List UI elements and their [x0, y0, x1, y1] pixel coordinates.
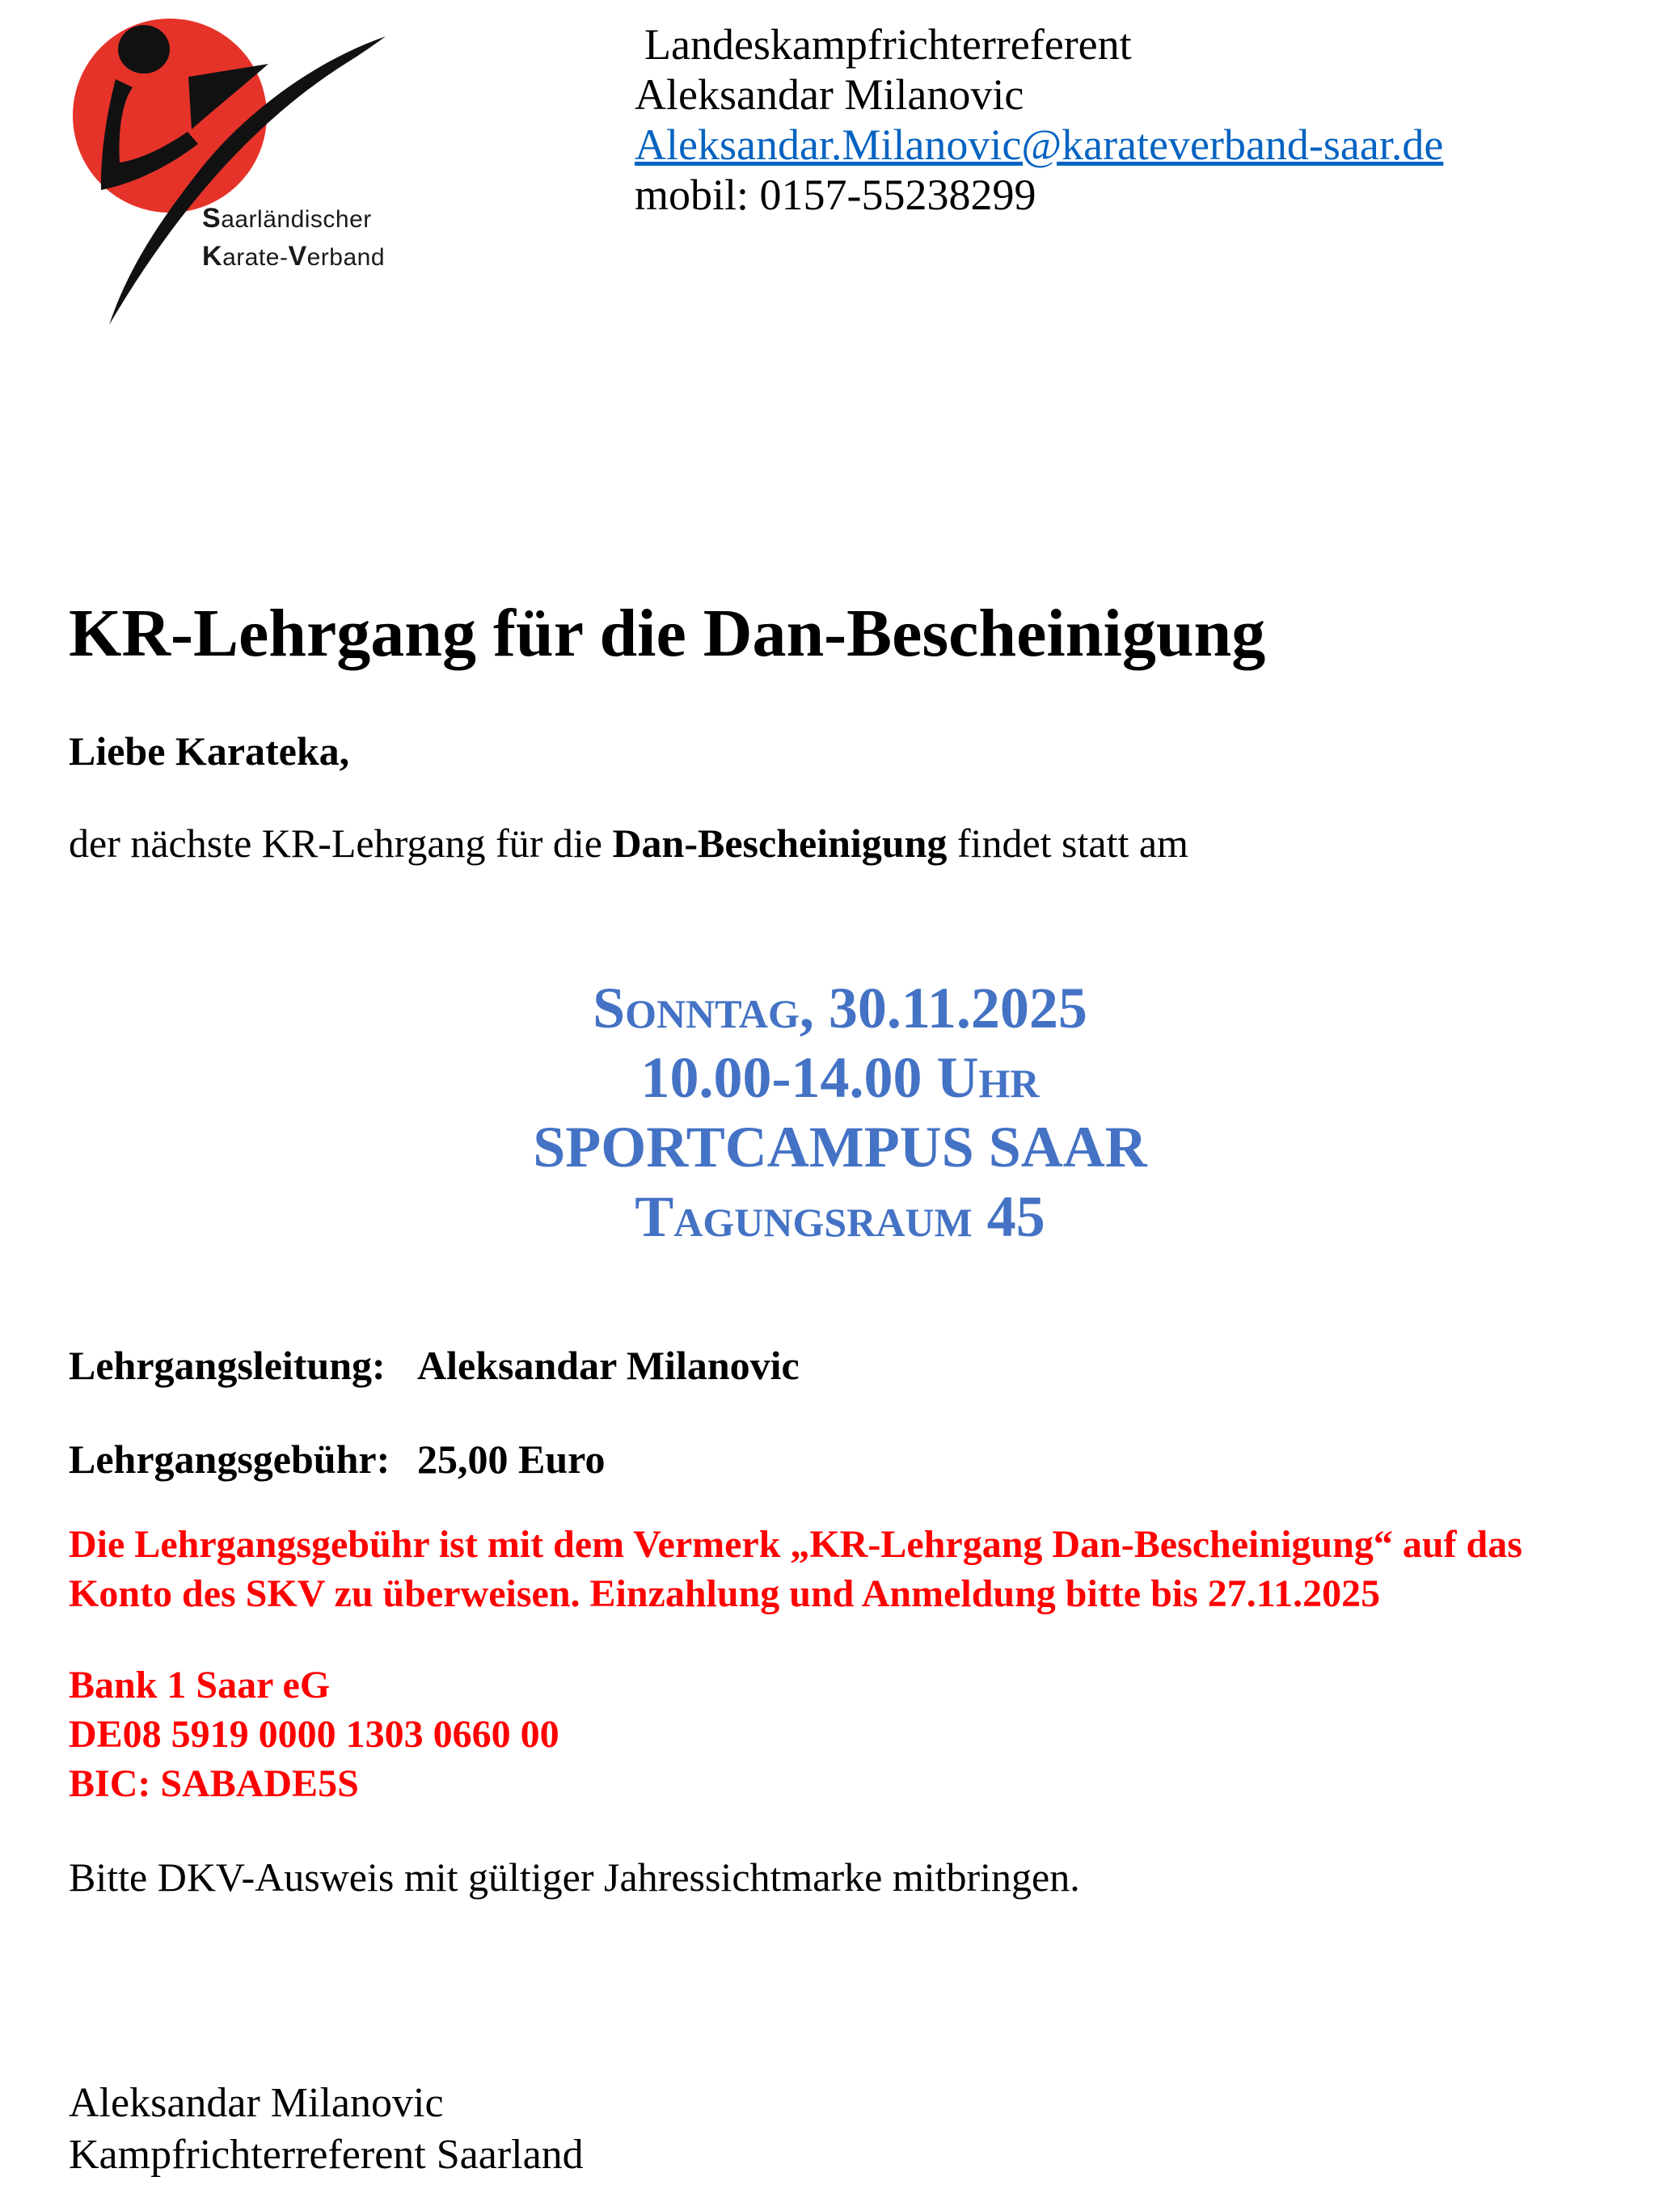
- intro-pre: der nächste KR-Lehrgang für die: [69, 821, 613, 866]
- leitung-value: Aleksandar Milanovic: [417, 1343, 800, 1388]
- signature-role: Kampfrichterreferent Saarland: [69, 2132, 584, 2178]
- payment-notice: [69, 1520, 1522, 1618]
- bank-bic: BIC: SABADE5S: [69, 1762, 359, 1805]
- dkv-note: Bitte DKV-Ausweis mit gültiger Jahressichtmarke mitbringen.: [69, 1854, 1080, 1900]
- skv-logo: [65, 12, 437, 335]
- gebuehr-label: Lehrgangsgebühr:: [69, 1437, 390, 1482]
- contact-block: [635, 19, 1443, 220]
- logo-org-line1-rest: aarländischer: [221, 206, 372, 233]
- leitung-label: Lehrgangsleitung:: [69, 1343, 386, 1388]
- payment-notice-line2: Konto des SKV zu überweisen. Einzahlung und Anmeldung bitte bis 27.11.2025: [69, 1572, 1381, 1615]
- event-room: Tagungsraum 45: [635, 1184, 1045, 1249]
- bank-name: Bank 1 Saar eG: [69, 1664, 331, 1707]
- event-date: Sonntag, 30.11.2025: [593, 976, 1087, 1040]
- intro-post: findet statt am: [947, 821, 1188, 866]
- payment-notice-line1: Die Lehrgangsgebühr ist mit dem Vermerk „KR-Lehrgang Dan-Bescheinigung“ auf das: [69, 1523, 1522, 1566]
- contact-name: Aleksandar Milanovic: [635, 70, 1024, 119]
- bank-details: [69, 1660, 559, 1808]
- figure-head: [118, 25, 170, 74]
- email-link[interactable]: Aleksandar.Milanovic@karateverband-saar.de: [635, 120, 1444, 169]
- event-time: 10.00-14.00 Uhr: [640, 1045, 1040, 1110]
- logo-org-line2-rest2: erband: [306, 244, 386, 271]
- signature-block: [69, 2078, 584, 2181]
- contact-email-line: [635, 120, 1443, 170]
- logo-org-line1: [202, 203, 372, 234]
- logo-org-line2: [202, 241, 385, 272]
- logo-org-line2-rest1: arate-: [222, 244, 289, 271]
- intro-bold: Dan-Bescheinigung: [612, 821, 948, 866]
- contact-role: Landeskampfrichterreferent: [644, 20, 1132, 69]
- contact-mobile: mobil: 0157-55238299: [635, 171, 1036, 219]
- page-title: KR-Lehrgang für die Dan-Bescheinigung: [69, 596, 1266, 672]
- logo-org-line2-initial2: V: [288, 241, 307, 272]
- logo-org-line2-initial1: K: [202, 241, 223, 272]
- event-block: [0, 973, 1680, 1251]
- bank-iban: DE08 5919 0000 1303 0660 00: [69, 1713, 559, 1756]
- logo-org-line1-initial: S: [202, 203, 222, 234]
- salutation: Liebe Karateka,: [69, 728, 350, 774]
- detail-row-leitung: [69, 1342, 800, 1389]
- detail-row-gebuehr: [69, 1436, 606, 1483]
- gebuehr-value: 25,00 Euro: [417, 1437, 606, 1482]
- signature-name: Aleksandar Milanovic: [69, 2080, 444, 2126]
- karate-figure-icon: [65, 12, 437, 335]
- event-venue: SPORTCAMPUS SAAR: [533, 1115, 1147, 1179]
- intro-line: [69, 820, 1188, 867]
